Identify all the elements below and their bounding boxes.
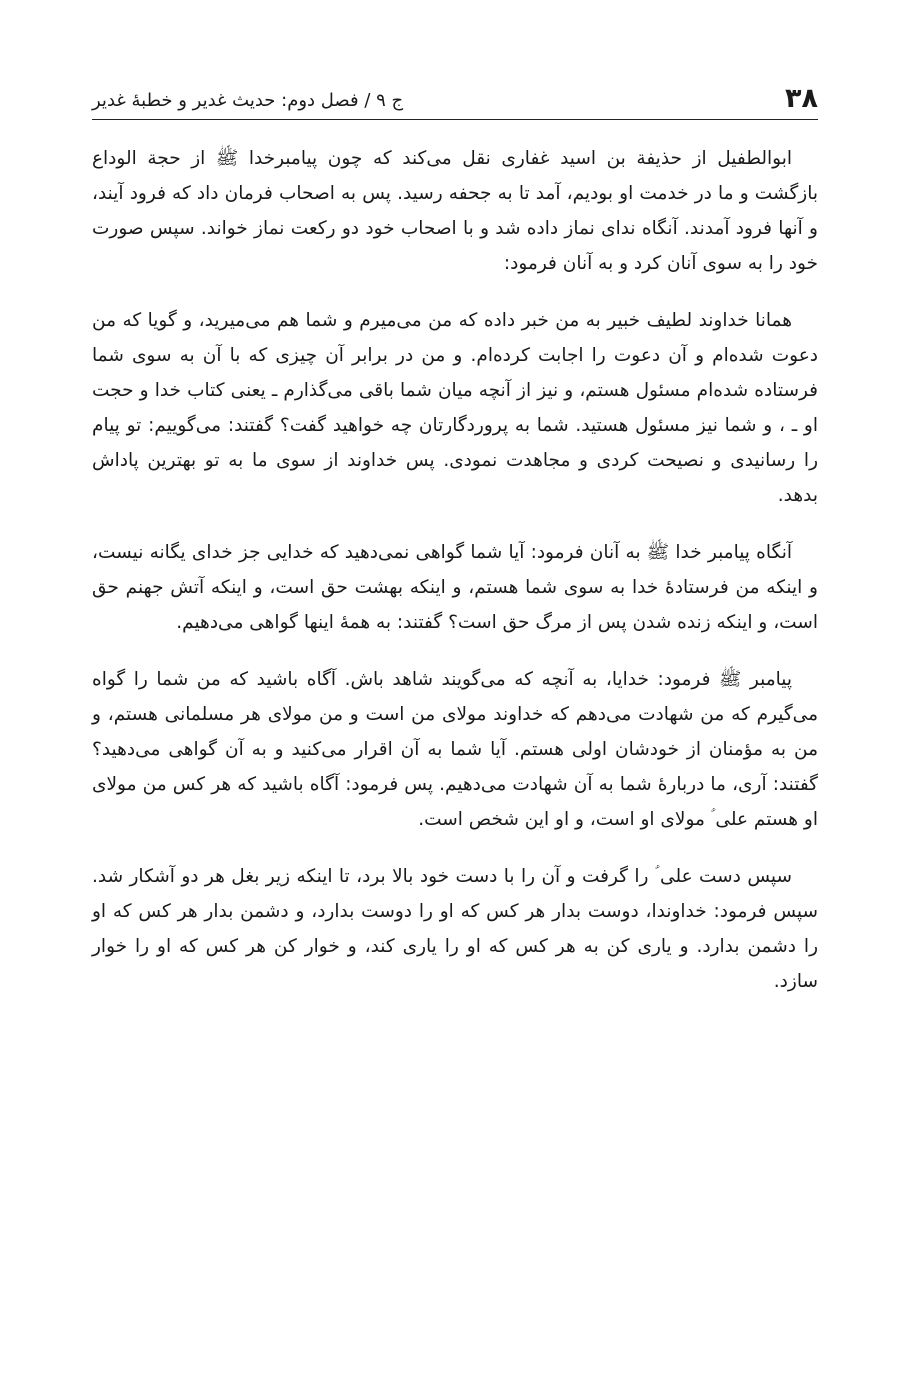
page-number: ۳۸	[785, 83, 818, 114]
book-page	[92, 0, 818, 1390]
paragraph-4: پیامبر ﷺ فرمود: خدایا، به آنچه که می‌گویند شاهد باش. آگاه باشید که من شما را گواه می‌گیرم که من شهادت می‌دهم که خداوند مولای من است و من مولای هر مسلمانی هستم، و من به مؤمنان از خودشان اولی هستم. آیا شما به آن اقرار می‌کنید و به آن گواهی می‌دهید؟ گفتند: آری، ما دربارهٔ شما به آن شهادت می‌دهیم. پس فرمود: آگاه باشید که هر کس من مولای او هستم علی ؑ مولای او است، و او این شخص است.	[92, 669, 818, 830]
body-text	[92, 141, 818, 1021]
running-title: ج ۹ / فصل دوم: حدیث غدیر و خطبهٔ غدیر	[92, 90, 404, 111]
paragraph-2: همانا خداوند لطیف خبیر به من خبر داده که من می‌میرم و شما هم می‌میرید، و گویا که من دعوت شده‌ام و آن دعوت را اجابت کرده‌ام. و من در برابر آن چیزی که با آن به سوی شما فرستاده شده‌ام مسئول هستم، و نیز از آنچه میان شما باقی می‌گذارم ـ یعنی کتاب خدا و حجت او ـ ، و شما نیز مسئول هستید. شما به پروردگارتان چه خواهید گفت؟ گفتند: می‌گوییم: تو پیام را رسانیدی و نصیحت کردی و مجاهدت نمودی. پس خداوند از سوی ما به تو بهترین پاداش بدهد.	[92, 310, 818, 506]
paragraph-1: ابوالطفیل از حذیفة بن اسید غفاری نقل می‌کند که چون پیامبرخدا ﷺ از حجة الوداع بازگشت و ما در خدمت او بودیم، آمد تا به جحفه رسید. پس به اصحاب فرمان داد که فرود آیند، و آنها فرود آمدند. آنگاه ندای نماز داده شد و با اصحاب خود دو رکعت نماز خواند. سپس صورت خود را به سوی آنان کرد و به آنان فرمود:	[92, 148, 818, 274]
page-header	[92, 72, 818, 112]
paragraph-3: آنگاه پیامبر خدا ﷺ به آنان فرمود: آیا شما گواهی نمی‌دهید که خدایی جز خدای یگانه نیست، و اینکه من فرستادهٔ خدا به سوی شما هستم، و اینکه بهشت حق است، و اینکه آتش جهنم حق است، و اینکه زنده شدن پس از مرگ حق است؟ گفتند: به همهٔ اینها گواهی می‌دهیم.	[92, 542, 818, 633]
header-divider	[92, 119, 818, 120]
paragraph-5: سپس دست علی ؑ را گرفت و آن را با دست خود بالا برد، تا اینکه زیر بغل هر دو آشکار شد. سپس فرمود: خداوندا، دوست بدار هر کس که او را دوست بدارد، و دشمن بدار هر کس که او را دشمن بدارد. و یاری کن به هر کس که او را یاری کند، و خوار کن هر کس که او را خوار سازد.	[92, 866, 818, 992]
